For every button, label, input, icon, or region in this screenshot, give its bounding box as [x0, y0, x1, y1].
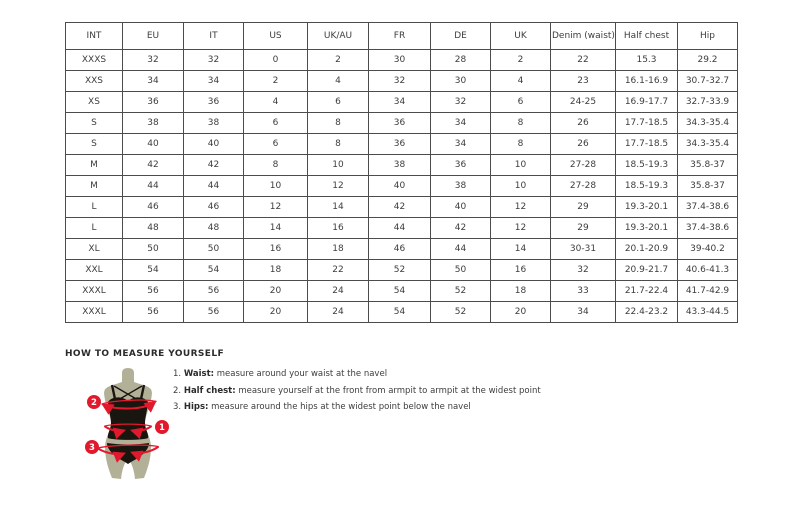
table-cell: XS	[66, 92, 123, 113]
column-header: EU	[123, 23, 184, 50]
table-cell: 38	[431, 176, 491, 197]
table-cell: 36	[123, 92, 184, 113]
table-cell: 34	[123, 71, 184, 92]
table-cell: 12	[491, 197, 551, 218]
table-cell: 2	[308, 50, 369, 71]
measure-badge-chest-number: 2	[91, 398, 97, 408]
table-cell: 4	[244, 92, 308, 113]
table-cell: 56	[123, 302, 184, 323]
measure-step-text: measure yourself at the front from armpit to armpit at the widest point	[238, 385, 541, 396]
table-row	[66, 281, 738, 302]
table-cell: 8	[244, 155, 308, 176]
table-cell: 32	[551, 260, 616, 281]
table-cell: 34	[184, 71, 244, 92]
column-header: US	[244, 23, 308, 50]
table-cell: 30.7-32.7	[678, 71, 738, 92]
table-cell: 44	[369, 218, 431, 239]
table-cell: 56	[184, 281, 244, 302]
table-cell: 16	[308, 218, 369, 239]
table-cell: M	[66, 176, 123, 197]
table-cell: 20	[491, 302, 551, 323]
column-header: IT	[184, 23, 244, 50]
table-cell: 20.1-20.9	[616, 239, 678, 260]
table-cell: 2	[491, 50, 551, 71]
table-cell: 10	[491, 176, 551, 197]
table-cell: 36	[369, 134, 431, 155]
table-cell: L	[66, 218, 123, 239]
table-cell: XXS	[66, 71, 123, 92]
measure-step	[173, 399, 541, 416]
table-cell: 44	[123, 176, 184, 197]
table-cell: 12	[244, 197, 308, 218]
table-row	[66, 50, 738, 71]
table-cell: 6	[308, 92, 369, 113]
table-cell: 29.2	[678, 50, 738, 71]
table-cell: 21.7-22.4	[616, 281, 678, 302]
table-cell: 35.8-37	[678, 176, 738, 197]
table-cell: 46	[123, 197, 184, 218]
table-cell: 33	[551, 281, 616, 302]
table-cell: 54	[123, 260, 184, 281]
table-row	[66, 134, 738, 155]
measure-step-label: Waist:	[183, 369, 215, 379]
table-cell: 37.4-38.6	[678, 218, 738, 239]
measure-step	[173, 383, 541, 400]
table-row	[66, 155, 738, 176]
measure-badge-chest	[87, 395, 101, 409]
table-row	[66, 71, 738, 92]
table-row	[66, 239, 738, 260]
table-row	[66, 260, 738, 281]
table-cell: 40	[369, 176, 431, 197]
measure-step	[173, 366, 541, 383]
measure-badge-waist-number: 1	[159, 423, 165, 433]
table-cell: 36	[184, 92, 244, 113]
measure-step-label: Hips:	[183, 402, 209, 412]
table-cell: 6	[244, 134, 308, 155]
table-cell: 19.3-20.1	[616, 197, 678, 218]
column-header: Half chest	[616, 23, 678, 50]
table-cell: 20.9-21.7	[616, 260, 678, 281]
table-cell: XL	[66, 239, 123, 260]
column-header: DE	[431, 23, 491, 50]
table-cell: 30-31	[551, 239, 616, 260]
table-cell: S	[66, 113, 123, 134]
measure-step-number: 2.	[173, 385, 182, 396]
table-cell: 18.5-19.3	[616, 176, 678, 197]
table-cell: 24-25	[551, 92, 616, 113]
table-cell: XXXL	[66, 281, 123, 302]
table-cell: 16.9-17.7	[616, 92, 678, 113]
table-cell: 8	[491, 134, 551, 155]
table-cell: 14	[308, 197, 369, 218]
table-row	[66, 302, 738, 323]
table-cell: 26	[551, 134, 616, 155]
table-cell: 27-28	[551, 176, 616, 197]
table-cell: 6	[491, 92, 551, 113]
table-cell: 42	[184, 155, 244, 176]
measure-section-title: HOW TO MEASURE YOURSELF	[65, 349, 225, 359]
table-cell: 14	[491, 239, 551, 260]
table-cell: 29	[551, 197, 616, 218]
table-cell: 8	[491, 113, 551, 134]
table-cell: 42	[369, 197, 431, 218]
table-row	[66, 113, 738, 134]
table-cell: 37.4-38.6	[678, 197, 738, 218]
table-cell: 34.3-35.4	[678, 113, 738, 134]
table-cell: 50	[431, 260, 491, 281]
table-cell: 32	[369, 71, 431, 92]
column-header: UK	[491, 23, 551, 50]
table-cell: 10	[244, 176, 308, 197]
table-cell: 16	[244, 239, 308, 260]
column-header: Hip	[678, 23, 738, 50]
table-cell: 34	[431, 113, 491, 134]
table-cell: 42	[123, 155, 184, 176]
table-cell: 56	[123, 281, 184, 302]
table-cell: 36	[369, 113, 431, 134]
table-header-row	[66, 23, 738, 50]
table-cell: 40	[123, 134, 184, 155]
table-cell: 20	[244, 302, 308, 323]
table-cell: 56	[184, 302, 244, 323]
table-cell: 50	[184, 239, 244, 260]
table-cell: 26	[551, 113, 616, 134]
table-cell: 43.3-44.5	[678, 302, 738, 323]
table-row	[66, 197, 738, 218]
table-cell: S	[66, 134, 123, 155]
measure-badge-hips-number: 3	[89, 443, 95, 453]
table-cell: 34	[369, 92, 431, 113]
table-cell: 34.3-35.4	[678, 134, 738, 155]
table-cell: XXL	[66, 260, 123, 281]
table-cell: 42	[431, 218, 491, 239]
table-row	[66, 176, 738, 197]
table-cell: M	[66, 155, 123, 176]
table-cell: 32	[123, 50, 184, 71]
column-header: Denim (waist)	[551, 23, 616, 50]
table-cell: XXXS	[66, 50, 123, 71]
table-cell: 40	[184, 134, 244, 155]
table-cell: 8	[308, 134, 369, 155]
table-cell: L	[66, 197, 123, 218]
table-cell: 2	[244, 71, 308, 92]
table-cell: 23	[551, 71, 616, 92]
table-cell: 52	[369, 260, 431, 281]
measure-badge-hips	[85, 440, 99, 454]
table-cell: 30	[369, 50, 431, 71]
table-cell: 40	[431, 197, 491, 218]
table-cell: 34	[431, 134, 491, 155]
table-cell: 48	[123, 218, 184, 239]
table-cell: 27-28	[551, 155, 616, 176]
table-cell: 22.4-23.2	[616, 302, 678, 323]
table-cell: 16.1-16.9	[616, 71, 678, 92]
table-cell: 32	[184, 50, 244, 71]
table-cell: 44	[184, 176, 244, 197]
table-cell: 14	[244, 218, 308, 239]
table-cell: 22	[551, 50, 616, 71]
table-cell: 46	[184, 197, 244, 218]
table-cell: 12	[308, 176, 369, 197]
table-cell: 50	[123, 239, 184, 260]
table-row	[66, 92, 738, 113]
table-cell: 18	[308, 239, 369, 260]
table-cell: 48	[184, 218, 244, 239]
table-cell: 35.8-37	[678, 155, 738, 176]
table-cell: 54	[369, 302, 431, 323]
column-header: UK/AU	[308, 23, 369, 50]
column-header: FR	[369, 23, 431, 50]
measure-step-text: measure around the hips at the widest point below the navel	[211, 402, 471, 412]
table-cell: 16	[491, 260, 551, 281]
table-cell: 18	[491, 281, 551, 302]
table-cell: 30	[431, 71, 491, 92]
table-row	[66, 218, 738, 239]
table-cell: 46	[369, 239, 431, 260]
table-cell: 20	[244, 281, 308, 302]
table-cell: 40.6-41.3	[678, 260, 738, 281]
table-cell: 41.7-42.9	[678, 281, 738, 302]
table-cell: 10	[491, 155, 551, 176]
table-cell: 28	[431, 50, 491, 71]
table-cell: 8	[308, 113, 369, 134]
measure-step-number: 3.	[173, 402, 182, 412]
size-conversion-table	[65, 22, 738, 323]
table-cell: 4	[308, 71, 369, 92]
table-cell: 38	[184, 113, 244, 134]
table-cell: 17.7-18.5	[616, 113, 678, 134]
table-cell: 19.3-20.1	[616, 218, 678, 239]
table-cell: 4	[491, 71, 551, 92]
table-cell: 0	[244, 50, 308, 71]
table-cell: 29	[551, 218, 616, 239]
table-cell: 38	[123, 113, 184, 134]
table-cell: 17.7-18.5	[616, 134, 678, 155]
table-cell: 18.5-19.3	[616, 155, 678, 176]
table-cell: 39-40.2	[678, 239, 738, 260]
table-cell: 32	[431, 92, 491, 113]
measure-badge-waist	[155, 420, 169, 434]
table-cell: 36	[431, 155, 491, 176]
table-cell: 10	[308, 155, 369, 176]
table-cell: 34	[551, 302, 616, 323]
table-cell: 54	[184, 260, 244, 281]
table-cell: 54	[369, 281, 431, 302]
table-cell: 24	[308, 281, 369, 302]
table-cell: 52	[431, 302, 491, 323]
mannequin-measure-illustration	[78, 366, 178, 498]
measure-instructions-list	[173, 366, 541, 416]
measure-step-label: Half chest:	[183, 385, 236, 396]
table-cell: 22	[308, 260, 369, 281]
table-cell: XXXL	[66, 302, 123, 323]
table-cell: 32.7-33.9	[678, 92, 738, 113]
measure-step-text: measure around your waist at the navel	[216, 369, 388, 379]
table-cell: 52	[431, 281, 491, 302]
table-cell: 24	[308, 302, 369, 323]
table-cell: 6	[244, 113, 308, 134]
table-cell: 15.3	[616, 50, 678, 71]
table-cell: 18	[244, 260, 308, 281]
measure-step-number: 1.	[173, 369, 182, 379]
table-cell: 44	[431, 239, 491, 260]
column-header: INT	[66, 23, 123, 50]
table-cell: 12	[491, 218, 551, 239]
table-cell: 38	[369, 155, 431, 176]
